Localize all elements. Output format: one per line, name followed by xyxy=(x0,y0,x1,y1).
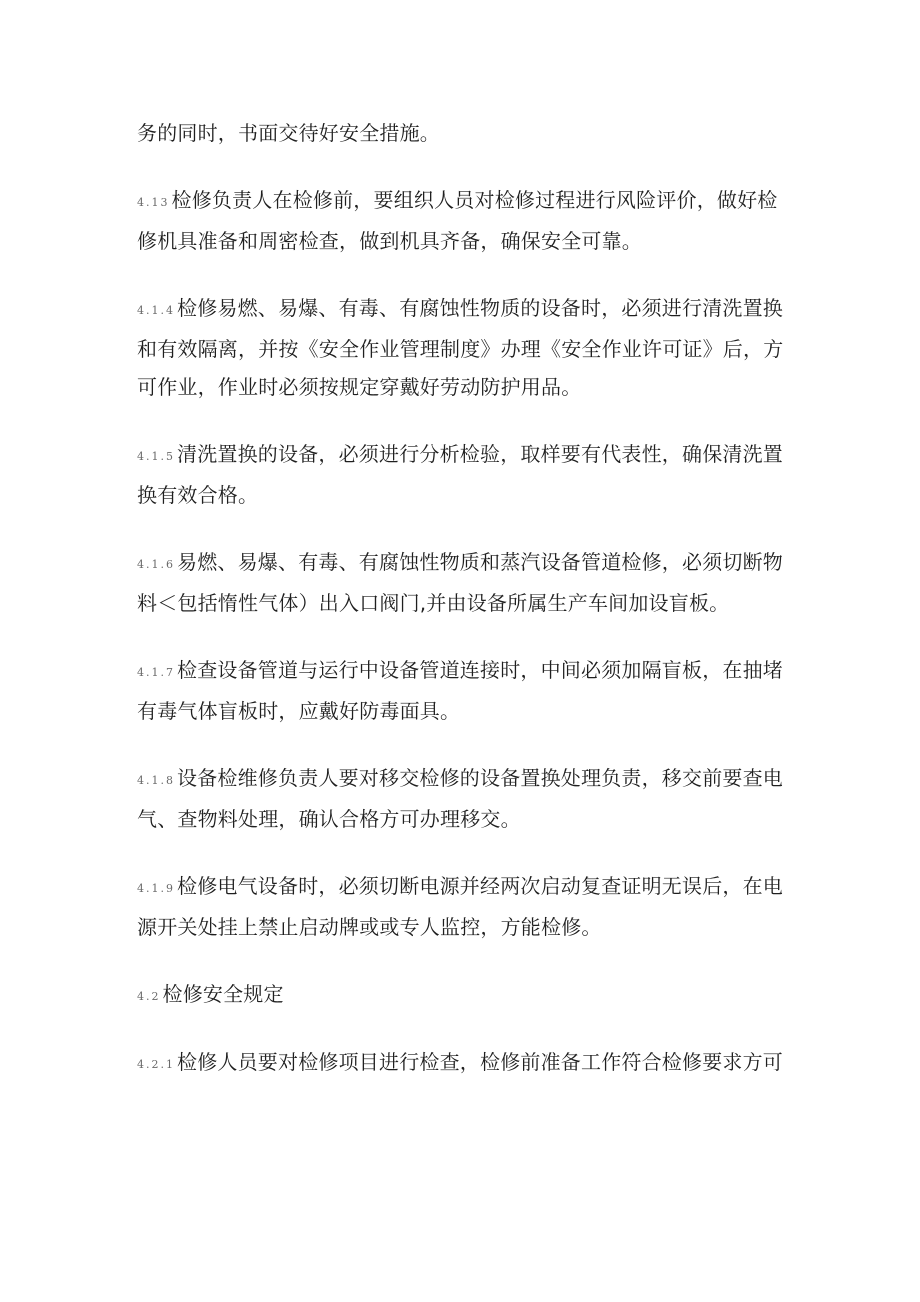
clause-number: 4.13 xyxy=(137,196,170,209)
clause-number: 4.2.1 xyxy=(137,1058,175,1071)
clause-number: 4.1.8 xyxy=(137,774,175,787)
paragraph-4-1-4 xyxy=(137,289,797,406)
clause-number: 4.1.9 xyxy=(137,882,175,895)
paragraph-text: 务的同时，书面交待好安全措施。 xyxy=(137,121,440,145)
document-body xyxy=(137,114,797,1113)
clause-number: 4.1.7 xyxy=(137,666,175,679)
paragraph-4-2-1 xyxy=(137,1043,797,1084)
clause-number: 4.1.5 xyxy=(137,450,175,463)
paragraph-continuation xyxy=(137,114,797,152)
paragraph-4-1-7 xyxy=(137,651,797,730)
paragraph-text: 检修负责人在检修前，要组织人员对检修过程进行风险评价，做好检修机具准备和周密检查，做到机具齐备，确保安全可靠。 xyxy=(137,188,778,253)
paragraph-4-1-6 xyxy=(137,543,797,622)
paragraph-text: 检修易燃、易爆、有毒、有腐蚀性物质的设备时，必须进行清洗置换和有效隔离，并按《安全作业管理制度》办理《安全作业许可证》后，方可作业，作业时必须按规定穿戴好劳动防护用品。 xyxy=(137,296,784,399)
paragraph-text: 设备检维修负责人要对移交检修的设备置换处理负责，移交前要查电气、查物料处理，确认合格方可办理移交。 xyxy=(137,766,783,831)
paragraph-text: 检修人员要对检修项目进行检查，检修前准备工作符合检修要求方可 xyxy=(177,1050,783,1074)
paragraph-4-1-3 xyxy=(137,181,797,260)
clause-number: 4.1.4 xyxy=(137,304,175,317)
paragraph-text: 易燃、易爆、有毒、有腐蚀性物质和蒸汽设备管道检修，必须切断物料＜包括惰性气体）出入口阀门,并由设备所属生产车间加设盲板。 xyxy=(137,550,783,615)
paragraph-4-1-5 xyxy=(137,435,797,514)
clause-number: 4.2 xyxy=(137,990,161,1003)
paragraph-4-1-9 xyxy=(137,867,797,946)
paragraph-text: 清洗置换的设备，必须进行分析检验，取样要有代表性，确保清洗置换有效合格。 xyxy=(137,442,783,507)
paragraph-text: 检修电气设备时，必须切断电源并经两次启动复查证明无误后，在电源开关处挂上禁止启动牌或或专人监控，方能检修。 xyxy=(137,874,783,939)
paragraph-text: 检查设备管道与运行中设备管道连接时，中间必须加隔盲板，在抽堵有毒气体盲板时，应戴好防毒面具。 xyxy=(137,658,783,723)
section-heading-text: 检修安全规定 xyxy=(162,982,284,1006)
clause-number: 4.1.6 xyxy=(137,558,175,571)
section-heading-4-2 xyxy=(137,975,797,1016)
paragraph-4-1-8 xyxy=(137,759,797,838)
